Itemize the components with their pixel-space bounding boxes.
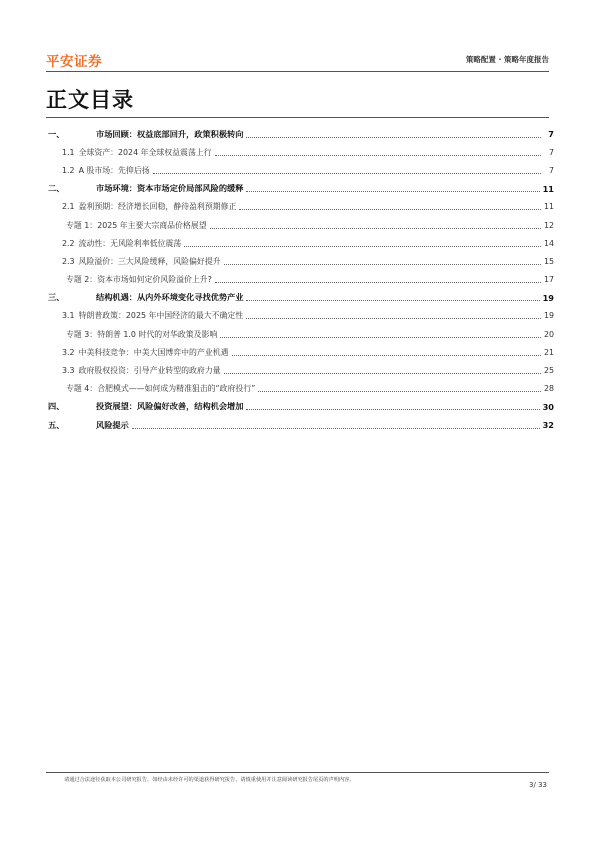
- toc-entry-page[interactable]: 14: [543, 238, 554, 248]
- toc-section-entry[interactable]: [46, 252, 554, 270]
- toc-entry-title[interactable]: 投资展望：风险偏好改善，结构机会增加: [96, 401, 244, 412]
- footer-disclaimer: 请通过合法途径获取本公司研究报告，如经由未经许可的渠道获得研究报告，请慎重使用并注意阅读研究报告尾页的声明内容。: [64, 777, 355, 783]
- toc-entry-page[interactable]: 25: [543, 366, 554, 376]
- toc-section-entry[interactable]: [46, 216, 554, 234]
- toc-entry-page[interactable]: 28: [543, 384, 554, 394]
- toc-entry-number: 一、: [48, 128, 65, 139]
- toc-entry-title[interactable]: 市场环境：资本市场定价局部风险的缓释: [96, 183, 244, 194]
- toc-entry-title[interactable]: 专题 1：2025 年主要大宗商品价格展望: [66, 220, 207, 230]
- toc-entry-page[interactable]: 30: [542, 401, 554, 412]
- toc-entry-page[interactable]: 20: [543, 329, 554, 339]
- toc-dot-leader: [246, 191, 539, 192]
- footer-divider: [46, 772, 549, 773]
- toc-dot-leader: [224, 264, 541, 265]
- toc-entry-title[interactable]: 专题 4：合肥模式——如何成为精准狙击的“政府投行”: [66, 384, 256, 394]
- toc-dot-leader: [224, 373, 541, 374]
- toc-dot-leader: [246, 409, 539, 410]
- toc-section-entry[interactable]: [46, 198, 554, 216]
- toc-chapter-entry[interactable]: [46, 125, 554, 143]
- toc-entry-page[interactable]: 11: [542, 183, 554, 194]
- toc-dot-leader: [246, 318, 541, 319]
- toc-section-entry[interactable]: [46, 325, 554, 343]
- toc-entry-page[interactable]: 19: [543, 311, 554, 321]
- toc-entry-page[interactable]: 15: [543, 256, 554, 266]
- toc-dot-leader: [132, 428, 540, 429]
- toc-entry-number: 四、: [48, 401, 65, 412]
- toc-dot-leader: [239, 209, 541, 210]
- toc-entry-number: 3.2: [62, 347, 75, 357]
- toc-entry-title[interactable]: 盈利预期：经济增长回稳，静待盈利预期修正: [78, 202, 237, 212]
- toc-chapter-entry[interactable]: [46, 398, 554, 416]
- toc-entry-page[interactable]: 32: [542, 420, 554, 431]
- header-divider: [46, 71, 549, 72]
- toc-chapter-entry[interactable]: [46, 289, 554, 307]
- toc-entry-number: 二、: [48, 183, 65, 194]
- toc-entry-number: 2.3: [62, 256, 75, 266]
- toc-section-entry[interactable]: [46, 234, 554, 252]
- toc-dot-leader: [210, 228, 541, 229]
- table-of-contents: [46, 125, 554, 434]
- toc-dot-leader: [153, 173, 541, 174]
- toc-section-entry[interactable]: [46, 161, 554, 179]
- toc-entry-page[interactable]: 12: [543, 220, 554, 230]
- toc-section-entry[interactable]: [46, 380, 554, 398]
- toc-entry-title[interactable]: 全球资产：2024 年全球权益震荡上行: [78, 147, 212, 157]
- toc-section-entry[interactable]: [46, 271, 554, 289]
- toc-entry-title[interactable]: 市场回顾：权益底部回升，政策积极转向: [96, 128, 244, 139]
- toc-entry-number: 3.3: [62, 366, 75, 376]
- toc-entry-title[interactable]: 政府股权投资：引导产业转型的政府力量: [78, 366, 221, 376]
- toc-entry-number: 1.2: [62, 165, 75, 175]
- toc-dot-leader: [215, 155, 541, 156]
- brand-logo: 平安证券: [46, 54, 102, 70]
- page-header: [46, 46, 549, 72]
- toc-entry-title[interactable]: A 股市场：先抑后扬: [78, 165, 150, 175]
- toc-chapter-entry[interactable]: [46, 416, 554, 434]
- page-title: 正文目录: [46, 88, 134, 112]
- toc-entry-number: 2.2: [62, 238, 75, 248]
- toc-entry-title[interactable]: 专题 2：资本市场如何定价风险溢价上升?: [66, 275, 212, 285]
- toc-section-entry[interactable]: [46, 143, 554, 161]
- toc-section-entry[interactable]: [46, 361, 554, 379]
- toc-dot-leader: [220, 337, 541, 338]
- toc-dot-leader: [246, 137, 541, 138]
- toc-entry-page[interactable]: 21: [543, 347, 554, 357]
- toc-entry-number: 1.1: [62, 147, 75, 157]
- toc-entry-page[interactable]: 7: [548, 147, 554, 157]
- toc-dot-leader: [215, 282, 541, 283]
- toc-entry-title[interactable]: 风险溢价：三大风险缓释，风险偏好提升: [78, 256, 221, 266]
- toc-section-entry[interactable]: [46, 307, 554, 325]
- toc-entry-page[interactable]: 7: [548, 165, 554, 175]
- toc-entry-page[interactable]: 7: [548, 129, 554, 140]
- toc-entry-title[interactable]: 流动性：无风险利率低位震荡: [78, 238, 182, 248]
- toc-entry-number: 3.1: [62, 311, 75, 321]
- toc-entry-title[interactable]: 风险提示: [96, 419, 129, 430]
- title-divider: [46, 117, 549, 118]
- toc-dot-leader: [246, 300, 539, 301]
- toc-dot-leader: [258, 391, 541, 392]
- toc-chapter-entry[interactable]: [46, 180, 554, 198]
- toc-dot-leader: [232, 355, 541, 356]
- toc-entry-title[interactable]: 特朗普政策：2025 年中国经济的最大不确定性: [78, 311, 244, 321]
- toc-entry-number: 2.1: [62, 202, 75, 212]
- page-number: 3/ 33: [529, 781, 547, 789]
- toc-entry-page[interactable]: 11: [543, 202, 554, 212]
- toc-entry-title[interactable]: 中美科技竞争：中美大国博弈中的产业机遇: [78, 347, 229, 357]
- toc-section-entry[interactable]: [46, 343, 554, 361]
- toc-entry-title[interactable]: 专题 3：特朗普 1.0 时代的对华政策及影响: [66, 329, 218, 339]
- report-category: 策略配置 · 策略年度报告: [465, 55, 549, 64]
- toc-entry-page[interactable]: 17: [543, 275, 554, 285]
- toc-entry-number: 三、: [48, 292, 65, 303]
- toc-entry-number: 五、: [48, 419, 65, 430]
- toc-entry-title[interactable]: 结构机遇：从内外环境变化寻找优势产业: [96, 292, 244, 303]
- toc-dot-leader: [184, 246, 541, 247]
- toc-entry-page[interactable]: 19: [542, 292, 554, 303]
